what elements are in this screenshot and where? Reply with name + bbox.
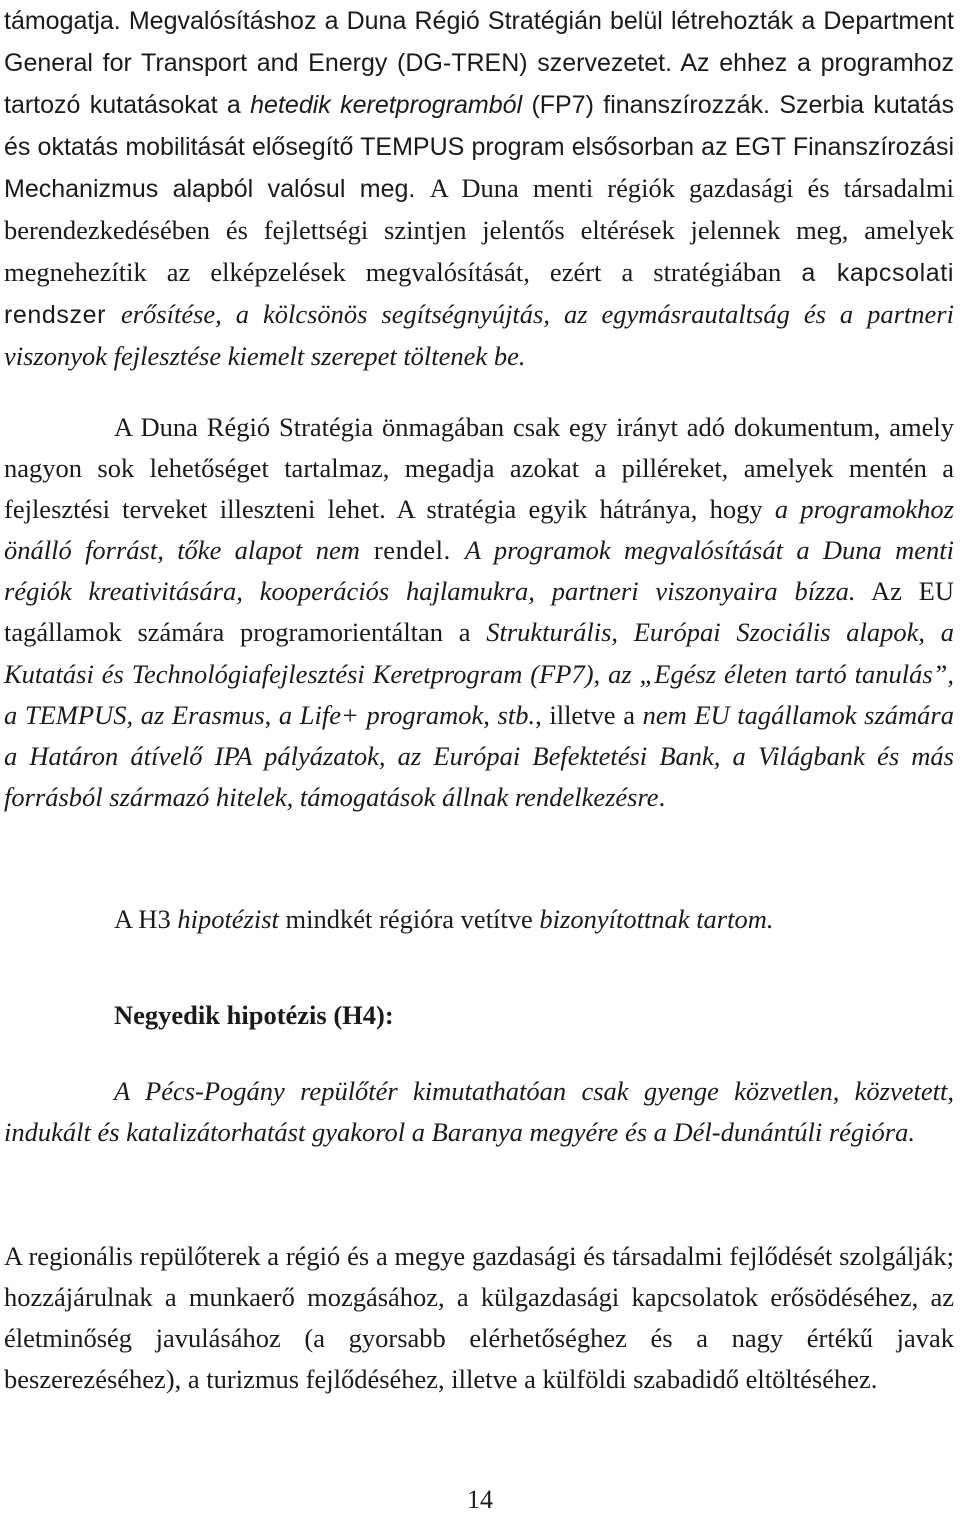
text-run: A H3 xyxy=(114,904,178,934)
paragraph-danube-strategy-funding xyxy=(4,0,954,377)
italic-run: a programokhoz önálló forrást, tőke alapot nem xyxy=(4,494,954,566)
italic-run: erősítése, a kölcsönös segítségnyújtás, az egymásrautaltság és a partneri viszonyok fejlesztése kiemelt szerepet töltenek be. xyxy=(4,298,954,371)
text-run: mindkét régióra vetítve xyxy=(278,904,540,934)
page-number: 14 xyxy=(467,1485,493,1514)
text-run: Az EU tagállamok számára programorientáltan a xyxy=(4,576,955,648)
text-run: rendel. xyxy=(359,535,465,566)
section-heading: Negyedik hipotézis (H4): xyxy=(114,1000,394,1030)
italic-run: A programok megvalósítását a Duna menti régiók kreativitására, kooperációs hajlamukra, partneri viszonyaira bízza. xyxy=(4,535,955,607)
italic-run: bizonyítottnak tartom. xyxy=(539,904,774,934)
italic-run: Strukturális, Európai Szociális alapok, a Kutatási és Technológiafejlesztési Keretprogram (FP7), az „Egész életen tartó tanulás”, a TEMPUS, az Erasmus, a Life+ programok, stb. xyxy=(4,617,954,730)
italic-run: nem EU tagállamok számára a Határon átívelő IPA pályázatok, az Európai Befektetési Bank, a Világbank és más forrásból származó hitelek, támogatások állnak rendelkezésre xyxy=(4,699,954,812)
text-run: (FP7) finanszírozzák. Szerbia kutatás és oktatás mobilitását elősegítő TEMPUS program elsősorban az EGT Finanszírozási Mechanizmus alapból valósul meg. xyxy=(4,91,955,204)
italic-run: hetedik keretprogramból xyxy=(250,91,523,120)
paragraph-h3-conclusion xyxy=(4,899,954,940)
paragraph-regional-airports xyxy=(4,1236,954,1400)
text-run: támogatja. Megvalósításhoz a Duna Régió Stratégián belül létrehozták a Department General for Transport and Energy (DG-TREN) szervezetet. Az ehhez a programhoz tartozó kutatásokat a xyxy=(4,7,954,120)
text-run: A regionális repülőterek a régió és a megye gazdasági és társadalmi fejlődését szolgálják; hozzájárulnak a munkaerő mozgásához, a külgazdasági kapcsolatok erősödéséhez, az életminőség javulásához (a gyorsabb elérhetőséghez és a nagy értékű javak beszerezéséhez), a turizmus fejlődéséhez, illetve a külföldi szabadidő eltöltéséhez. xyxy=(4,1241,954,1395)
paragraph-strategy-assessment xyxy=(4,407,954,818)
italic-run: hipotézist xyxy=(177,904,279,934)
text-run: a kapcsolati rendszer xyxy=(4,258,954,329)
text-run: . xyxy=(658,781,666,812)
text-run: A Duna menti régiók gazdasági és társadalmi berendezkedésében és fejlettségi szintjen jelentős eltérések jelennek meg, amelyek megnehezítik az elképzelések megvalósítását, ezért a stratégiában xyxy=(4,173,954,287)
italic-run: A Pécs-Pogány repülőtér kimutathatóan csak gyenge közvetlen, közvetett, indukált és katalizátorhatást gyakorol a Baranya megyére és a Dél-dunántúli régióra. xyxy=(4,1076,954,1148)
paragraph-h4-hypothesis xyxy=(4,1071,954,1153)
text-run: , illetve a xyxy=(535,699,643,730)
text-run: A Duna Régió Stratégia önmagában csak egy irányt adó dokumentum, amely nagyon sok lehetőséget tartalmaz, megadja azokat a pilléreket, amelyek mentén a fejlesztési terveket illeszteni lehet. A stratégia egyik hátránya, hogy xyxy=(4,412,954,525)
